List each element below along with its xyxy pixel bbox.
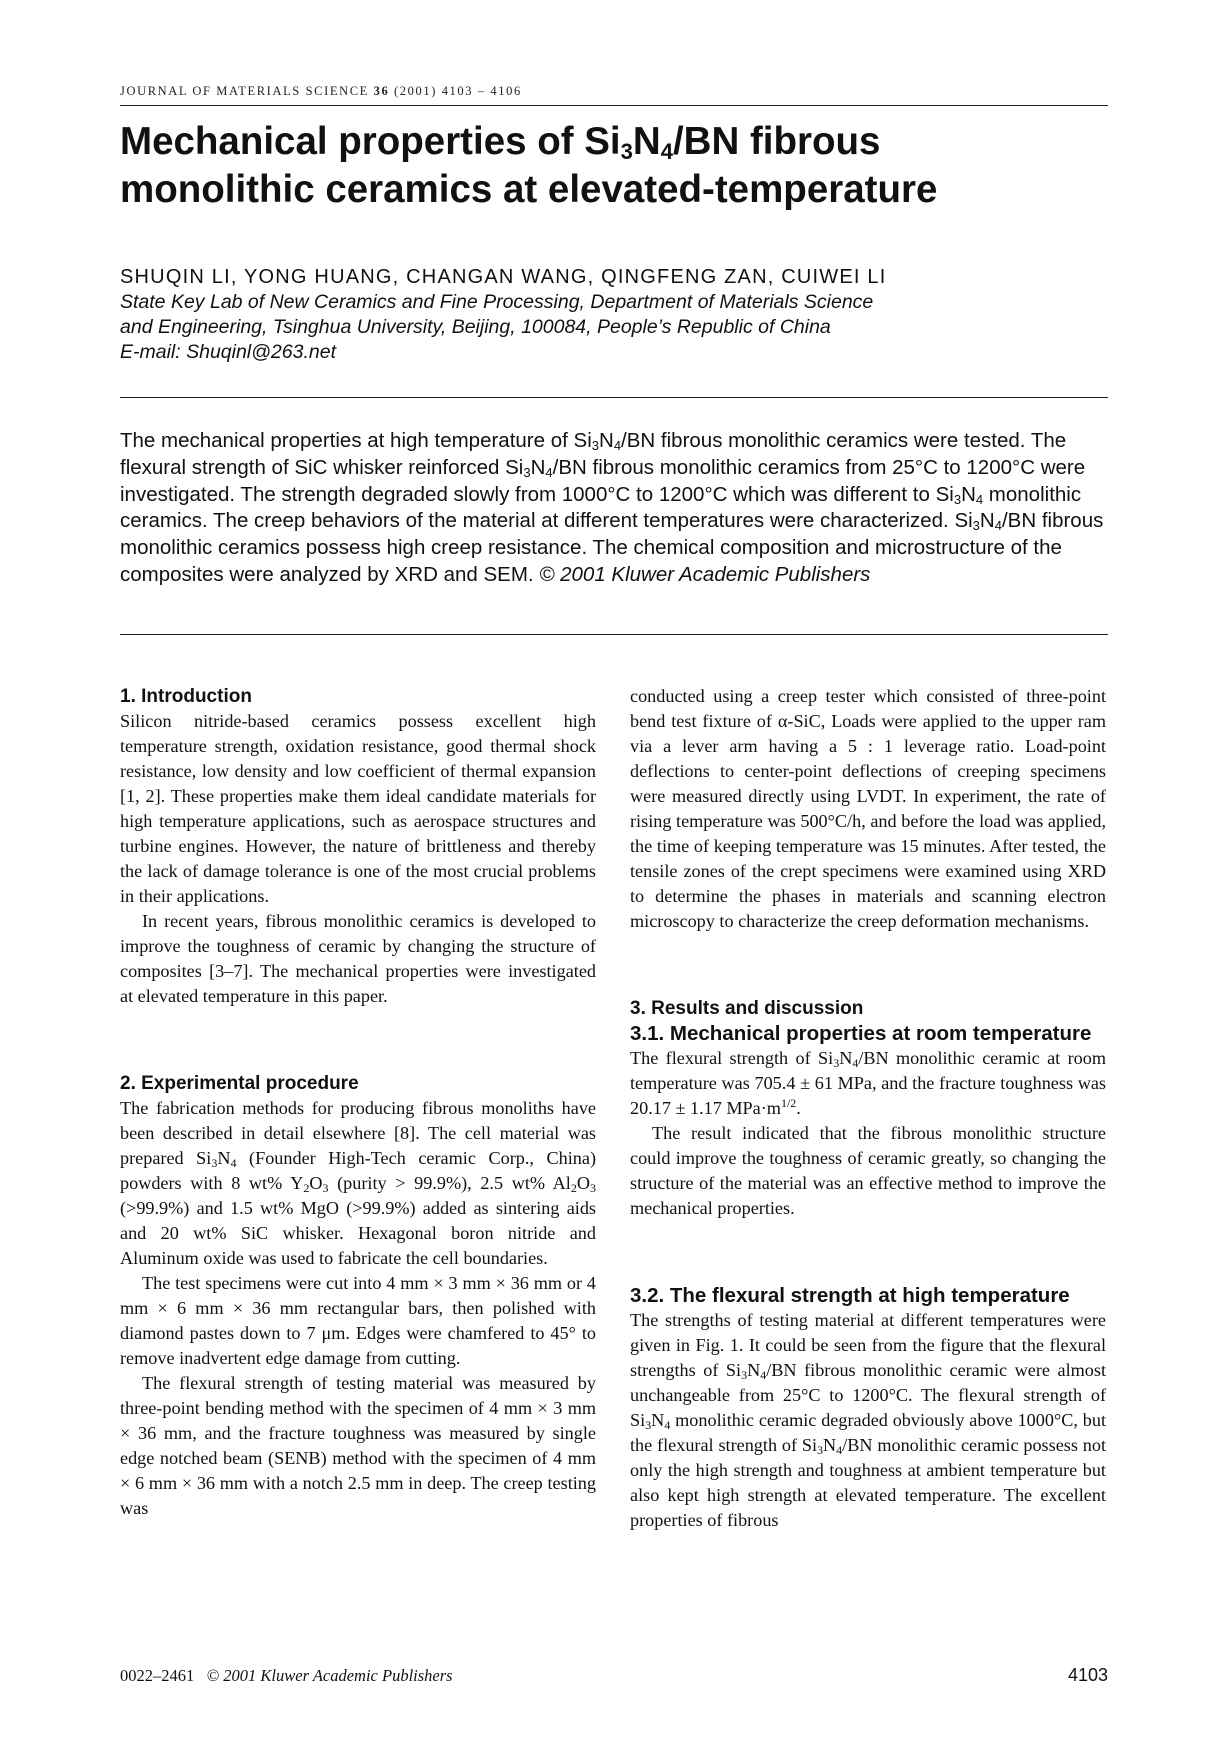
journal-volume: 36 (373, 84, 390, 98)
journal-year-pages: (2001) 4103 – 4106 (394, 84, 522, 98)
page-number: 4103 (1067, 1665, 1108, 1685)
affiliation (120, 290, 1110, 365)
section-heading-introduction: 1. Introduction (120, 686, 252, 707)
paragraph: The strengths of testing material at different temperatures were given in Fig. 1. It could be seen from the figure that the flexural strengths of $Si_3N_4/BN$ fibrous monolithic ceramic were almost unchangeable from 25°C to 1200°C. The flexural strength of $Si_3N_4$ monolithic ceramic degraded obviously above 1000°C, but the flexural strength of $Si_3N_4/BN$ monolithic ceramic possess not only the high strength and toughness at ambient temperature but also kept high strength at elevated temperature. The excellent properties of fibrous (630, 1310, 1106, 1530)
left-column (120, 684, 596, 1521)
author-email: E-mail: Shuqinl@263.net (120, 341, 336, 363)
running-head (120, 84, 1108, 106)
paper-title (120, 118, 1110, 214)
title-subscript: 3 (620, 139, 633, 164)
abstract-top-rule (120, 397, 1108, 398)
subsection-heading-room-temperature: 3.1. Mechanical properties at room temperature (630, 1022, 1092, 1045)
abstract: The mechanical properties at high temperature of $Si_3N_4/BN$ fibrous monolithic ceramics were tested. The flexural strength of SiC whisker reinforced $Si_3N_4/BN$ fibrous monolithic ceramics from 25°C to 1200°C were investigated. The strength degraded slowly from 1000°C to 1200°C which was different to $Si_3N_4$ monolithic ceramics. The creep behaviors of the material at different temperatures were characterized. $Si_3N_4/BN$ fibrous monolithic ceramics possess high creep resistance. The chemical composition and microstructure of the composites were analyzed by XRD and SEM. © 2001 Kluwer Academic Publishers (120, 429, 1104, 586)
abstract-bottom-rule (120, 634, 1108, 635)
footer-issn: 0022–2461 © 2001 Kluwer Academic Publishers (120, 1666, 453, 1685)
paragraph: The fabrication methods for producing fibrous monoliths have been described in detail elsewhere [8]. The cell material was prepared $Si_3N_4$ (Founder High-Tech ceramic Corp., China) powders with 8 wt% $Y_2O_3$ (purity > 99.9%), 2.5 wt% $Al_2O_3$ (>99.9%) and 1.5 wt% MgO (>99.9%) added as sintering aids and 20 wt% SiC whisker. Hexagonal boron nitride and Aluminum oxide was used to fabricate the cell boundaries. (120, 1098, 596, 1268)
paragraph: The test specimens were cut into 4 mm × 3 mm × 36 mm or 4 mm × 6 mm × 36 mm rectangular bars, then polished with diamond pastes down to 7 μm. Edges were chamfered to 45° to remove inadvertent edge damage from cutting. (120, 1273, 596, 1368)
paragraph: The result indicated that the fibrous monolithic structure could improve the toughness of ceramic greatly, so changing the structure of the material was an effective method to improve the mechanical properties. (630, 1123, 1106, 1218)
subsection-heading-high-temperature: 3.2. The flexural strength at high temperature (630, 1284, 1070, 1307)
title-subscript: 4 (660, 139, 673, 164)
affiliation-line: and Engineering, Tsinghua University, Beijing, 100084, People’s Republic of China (120, 316, 831, 338)
title-line-2: monolithic ceramics at elevated-temperature (120, 168, 938, 211)
paragraph: The flexural strength of testing material was measured by three-point bending method with the specimen of 4 mm × 3 mm × 36 mm, and the fracture toughness was measured by single edge notched beam (SENB) method with the specimen of 4 mm × 6 mm × 36 mm with a notch 2.5 mm in deep. The creep testing was (120, 1373, 596, 1518)
abstract-copyright: © 2001 Kluwer Academic Publishers (539, 562, 871, 586)
paragraph: conducted using a creep tester which consisted of three-point bend test fixture of α-SiC, Loads were applied to the upper ram via a lever arm having a 5 : 1 leverage ratio. Load-point deflections to center-point deflections of creeping specimens were measured directly using LVDT. In experiment, the rate of rising temperature was 500°C/h, and before the load was applied, the time of keeping temperature was 15 minutes. After tested, the tensile zones of the crept specimens were examined using XRD to determine the phases in materials and scanning electron microscopy to characterize the creep deformation mechanisms. (630, 686, 1106, 931)
paragraph: In recent years, fibrous monolithic ceramics is developed to improve the toughness of ceramic by changing the structure of composites [3–7]. The mechanical properties were investigated at elevated temperature in this paper. (120, 911, 596, 1006)
paragraph: The flexural strength of $Si_3N_4/BN$ monolithic ceramic at room temperature was 705.4 ± 61 MPa, and the fracture toughness was 20.17 ± 1.17 $MPa\cdot m^{1/2}$. (630, 1048, 1106, 1118)
section-heading-results: 3. Results and discussion (630, 998, 864, 1019)
affiliation-line: State Key Lab of New Ceramics and Fine Processing, Department of Materials Science (120, 291, 874, 313)
title-text: N (632, 120, 661, 163)
title-text: Mechanical properties of Si (120, 120, 621, 163)
section-heading-experimental: 2. Experimental procedure (120, 1073, 359, 1094)
title-text: /BN fibrous (672, 120, 881, 163)
paragraph: Silicon nitride-based ceramics possess excellent high temperature strength, oxidation resistance, good thermal shock resistance, low density and low coefficient of thermal expansion [1, 2]. These properties make them ideal candidate materials for high temperature applications, such as aerospace structures and turbine engines. However, the nature of brittleness and thereby the lack of damage tolerance is one of the most crucial problems in their applications. (120, 711, 596, 906)
footer-copyright: © 2001 Kluwer Academic Publishers (206, 1666, 453, 1685)
author-list: SHUQIN LI, YONG HUANG, CHANGAN WANG, QINGFENG ZAN, CUIWEI LI (120, 266, 887, 288)
journal-name: JOURNAL OF MATERIALS SCIENCE (120, 84, 369, 98)
right-column (630, 684, 1106, 1533)
